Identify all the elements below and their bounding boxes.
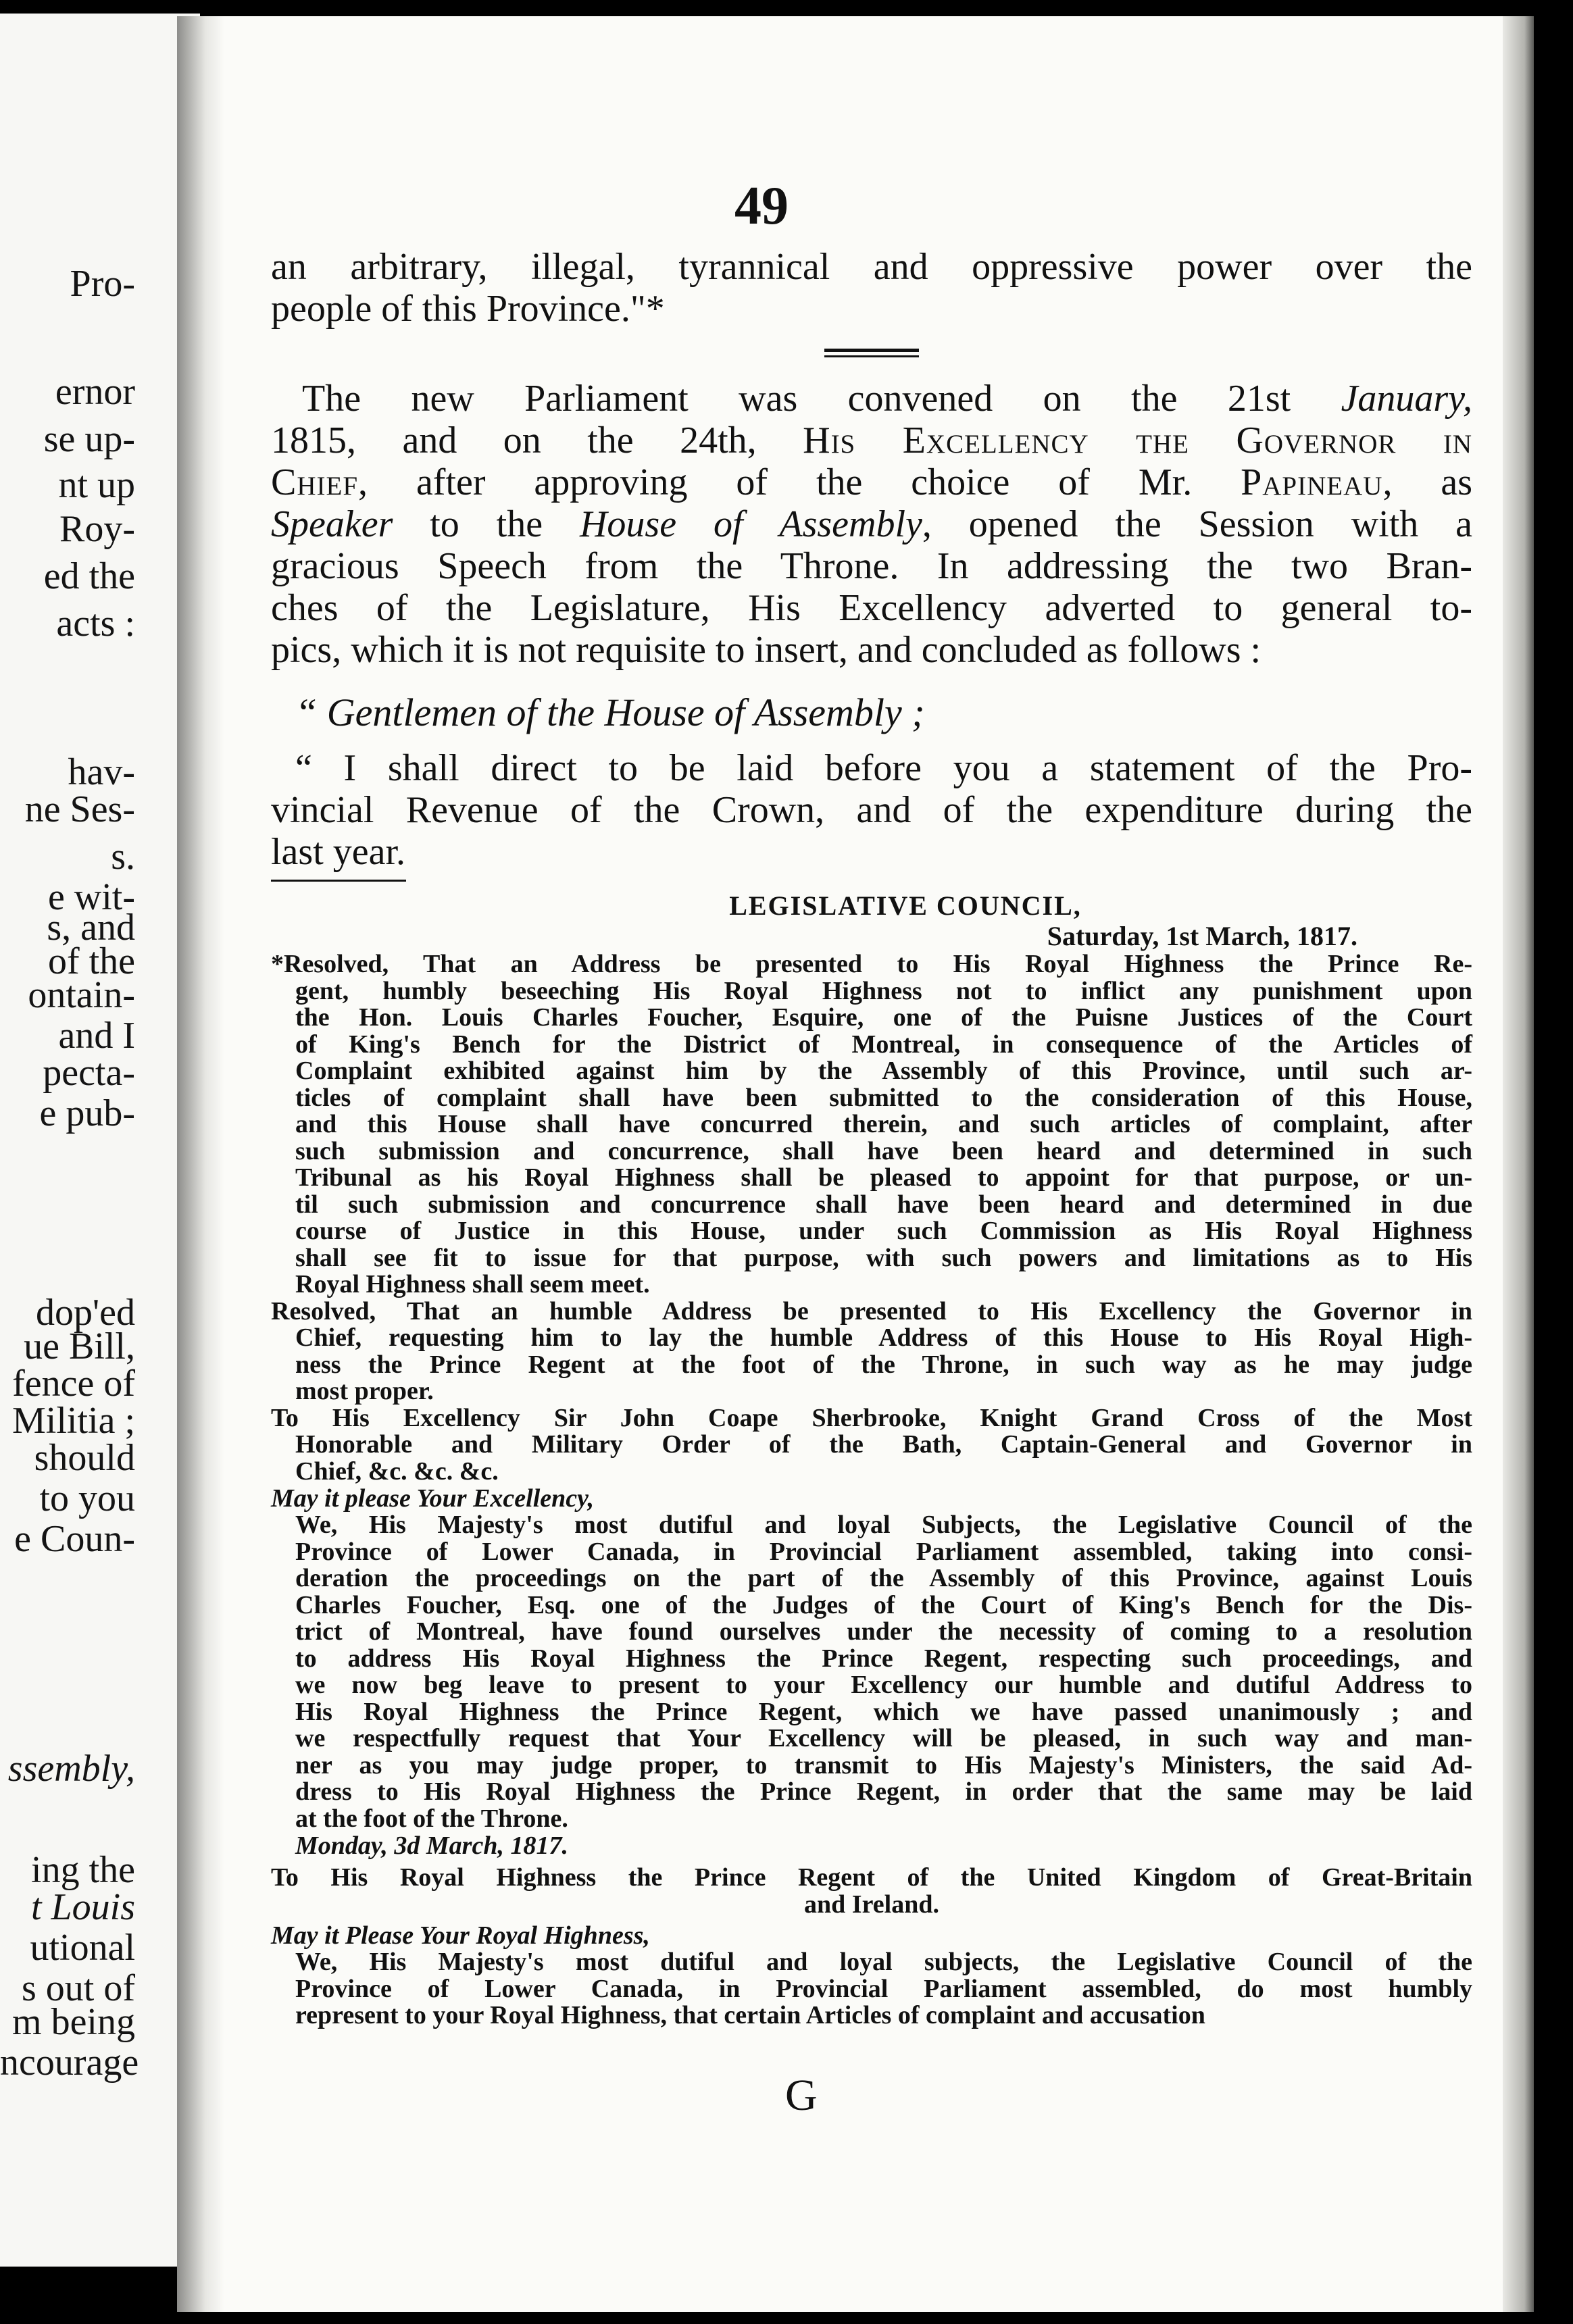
- footnote-line: deration the proceedings on the part of the Assembly of this Province, against Louis: [295, 1564, 1472, 1592]
- small-caps-run: His Excellency the Governor in: [803, 420, 1473, 461]
- footnote-line: *Resolved, That an Address be presented to His Royal Highness the Prince Re-: [271, 950, 1472, 978]
- footnote-line: Tribunal as his Royal Highness shall be pleased to appoint for that purpose, or un-: [295, 1163, 1472, 1192]
- left-page-fragment: m being: [12, 2001, 135, 2043]
- footnote-line: and this House shall have concurred therein, and such articles of complaint, after: [295, 1110, 1472, 1138]
- section-divider: [824, 349, 919, 357]
- footnote-line: We, His Majesty's most dutiful and loyal subjects, the Legislative Council of the: [295, 1948, 1472, 1976]
- left-page-fragment: nt up: [58, 464, 135, 506]
- gutter-shadow: [177, 16, 224, 2312]
- footnote: [271, 890, 1472, 2029]
- text-run: 1815, and on the 24th,: [271, 420, 803, 461]
- signature-mark: G: [785, 2071, 818, 2120]
- left-page-fragment: ne Ses-: [24, 788, 135, 830]
- footnote-line: of King's Bench for the District of Montreal, in consequence of the Articles of: [295, 1030, 1472, 1059]
- left-page-fragment: of the: [47, 940, 135, 982]
- left-page-fragment: Pro-: [70, 263, 135, 305]
- text-run: ches of the Legislature, His Excellency adverted to general to-: [271, 587, 1472, 629]
- text-line: vincial Revenue of the Crown, and of the expenditure during the: [271, 789, 1472, 831]
- page-number: 49: [734, 176, 789, 236]
- text-line: people of this Province."*: [271, 288, 665, 330]
- footnote-line: Charles Foucher, Esq. one of the Judges of the Court of King's Bench for the Dis-: [295, 1590, 1472, 1619]
- left-page-fragment: ncourage: [0, 2042, 139, 2083]
- council-address: [271, 1512, 1472, 1832]
- footnote-line: represent to your Royal Highness, that certain Articles of complaint and accusation: [295, 2001, 1205, 2029]
- footnote-line: ticles of complaint shall have been submitted to the consideration of this House,: [295, 1083, 1472, 1112]
- footnote-line: trict of Montreal, have found ourselves under the necessity of coming to a resolution: [295, 1617, 1472, 1646]
- footnote-line: Royal Highness shall seem meet.: [295, 1270, 650, 1298]
- page-text: [271, 246, 1472, 2029]
- text-line: [271, 545, 1472, 587]
- footnote-line: we now beg leave to present to your Excellency our humble and dutiful Address to: [295, 1671, 1472, 1699]
- left-page-fragment: hav-: [68, 751, 135, 793]
- left-page-fragment: ernor: [55, 371, 135, 413]
- footnote-line: til such submission and concurrence shall have been heard and determined in due: [295, 1190, 1472, 1219]
- footnote-header: LEGISLATIVE COUNCIL,: [729, 890, 1082, 921]
- footnote-line: Honorable and Military Order of the Bath, Captain-General and Governor in: [295, 1430, 1472, 1459]
- footnote-date: Saturday, 1st March, 1817.: [1047, 921, 1357, 951]
- italic-run: House of Assembly: [579, 503, 922, 545]
- left-page-fragment: se up-: [43, 418, 135, 460]
- footnote-line: dress to His Royal Highness the Prince Regent, in order that the same may be laid: [295, 1777, 1472, 1806]
- footnote-line: Complaint exhibited against him by the Assembly of this Province, until such ar-: [295, 1057, 1472, 1085]
- left-page-fragment: dop'ed: [36, 1292, 135, 1334]
- footnote-line: to address His Royal Highness the Prince Regent, respecting such proceedings, and: [295, 1644, 1472, 1673]
- left-page-fragment: Militia ;: [12, 1400, 135, 1442]
- footnote-rule: [271, 880, 406, 882]
- italic-run: Speaker: [271, 503, 393, 545]
- footnote-line: shall see fit to issue for that purpose, with such powers and limitations as to His: [295, 1243, 1472, 1272]
- to-prince-regent: [271, 1865, 1472, 1918]
- left-page-fragment: should: [34, 1437, 135, 1479]
- left-page-fragment: s.: [111, 836, 135, 878]
- footnote-line: ness the Prince Regent at the foot of the Throne, in such way as he may judge: [295, 1350, 1472, 1379]
- text-run: , after approving of the choice of Mr.: [358, 461, 1241, 503]
- left-page-fragment: ed the: [43, 555, 135, 597]
- footnote-line: most proper.: [295, 1377, 434, 1405]
- footnote-line: Province of Lower Canada, in Provincial Parliament assembled, taking into consi-: [295, 1537, 1472, 1566]
- left-page-fragment: to you: [39, 1477, 135, 1519]
- parliament-paragraph: [271, 378, 1472, 671]
- small-caps-run: Papineau: [1241, 461, 1383, 503]
- footnote-line: ner as you may judge proper, to transmit to His Majesty's Ministers, the said Ad-: [295, 1750, 1472, 1779]
- text-line: [271, 629, 1472, 671]
- small-caps-run: Chief: [271, 461, 359, 503]
- text-run: pics, which it is not requisite to insert, and concluded as follows :: [271, 629, 1262, 671]
- text-line: last year.: [271, 831, 406, 873]
- text-line: “ I shall direct to be laid before you a statement of the Pro-: [295, 747, 1472, 789]
- footnote-line: gent, humbly beseeching His Royal Highness not to inflict any punishment upon: [295, 976, 1472, 1005]
- text-line: an arbitrary, illegal, tyrannical and oppressive power over the: [271, 246, 1472, 288]
- footnote-line: We, His Majesty's most dutiful and loyal Subjects, the Legislative Council of the: [295, 1511, 1472, 1539]
- left-page-fragment: ue Bill,: [24, 1325, 135, 1367]
- footnote-line: Chief, requesting him to lay the humble Address of this House to His Royal High-: [295, 1323, 1472, 1352]
- monday-date: Monday, 3d March, 1817.: [295, 1832, 568, 1860]
- left-page-fragment: t Louis: [30, 1886, 135, 1928]
- assembly-salutation: “ Gentlemen of the House of Assembly ;: [295, 690, 925, 734]
- footnote-line: course of Justice in this House, under such Commission as His Royal Highness: [295, 1217, 1472, 1245]
- footnote-line: To His Royal Highness the Prince Regent of the United Kingdom of Great-Britain: [271, 1863, 1472, 1892]
- italic-run: January,: [1341, 378, 1472, 420]
- left-page-fragment: s out of: [22, 1967, 135, 2009]
- text-run: gracious Speech from the Throne. In addressing the two Bran-: [271, 545, 1472, 587]
- resolution-1: [271, 951, 1472, 1298]
- footnote-line: To His Excellency Sir John Coape Sherbrooke, Knight Grand Cross of the Most: [271, 1403, 1472, 1432]
- to-excellency-address: [271, 1405, 1472, 1486]
- footnote-line: Province of Lower Canada, in Provincial Parliament assembled, do most humbly: [295, 1974, 1472, 2003]
- left-page-fragment: e Coun-: [14, 1518, 135, 1560]
- footnote-line: such submission and concurrence, shall have been heard and determined in such: [295, 1136, 1472, 1165]
- opening-paragraph: [271, 246, 1472, 330]
- left-page-fragment: ssembly,: [7, 1748, 135, 1790]
- footnote-line: we respectfully request that Your Excellency will be pleased, in such way and man-: [295, 1724, 1472, 1752]
- left-page-fragment: and I: [58, 1015, 135, 1057]
- footnote-line: Resolved, That an humble Address be presented to His Excellency the Governor in: [271, 1296, 1472, 1325]
- left-page-fragment: Roy-: [59, 508, 135, 550]
- footnote-line: the Hon. Louis Charles Foucher, Esquire, one of the Puisne Justices of the Court: [295, 1003, 1472, 1032]
- text-line: [271, 378, 1472, 420]
- speech-quote: [271, 747, 1472, 873]
- footnote-line: Chief, &c. &c. &c.: [295, 1457, 499, 1486]
- text-run: , opened the Session with a: [922, 503, 1472, 545]
- left-page-fragment: acts :: [56, 603, 135, 645]
- left-page-fragment: ing the: [31, 1849, 135, 1891]
- council-representation: [271, 1949, 1472, 2029]
- left-page-fragment: e wit-: [47, 876, 135, 918]
- footnote-line: at the foot of the Throne.: [295, 1804, 568, 1833]
- left-page-fragment: fence of: [12, 1363, 135, 1405]
- left-page-fragment: s, and: [47, 907, 135, 949]
- previous-page-strip: [0, 14, 200, 2267]
- left-page-fragment: e pub-: [39, 1092, 135, 1134]
- page-edge: [1503, 16, 1534, 2312]
- text-line: [271, 503, 1472, 545]
- may-please-highness: May it Please Your Royal Highness,: [271, 1921, 650, 1950]
- footnote-line: and Ireland.: [804, 1890, 939, 1919]
- left-page-fragment: ontain-: [28, 974, 135, 1016]
- may-please-excellency: May it please Your Excellency,: [271, 1484, 595, 1513]
- text-run: to the: [393, 503, 580, 545]
- text-line: [271, 420, 1472, 461]
- book-page: [177, 16, 1534, 2312]
- footnote-line: His Royal Highness the Prince Regent, which we have passed unanimously ; and: [295, 1697, 1472, 1726]
- left-page-fragment: pecta-: [43, 1052, 135, 1094]
- text-line: [271, 461, 1472, 503]
- text-line: [271, 587, 1472, 629]
- text-run: , as: [1382, 461, 1472, 503]
- resolution-2: [271, 1298, 1472, 1405]
- text-run: The new Parliament was convened on the 21st: [302, 378, 1341, 420]
- left-page-fragment: utional: [30, 1927, 135, 1969]
